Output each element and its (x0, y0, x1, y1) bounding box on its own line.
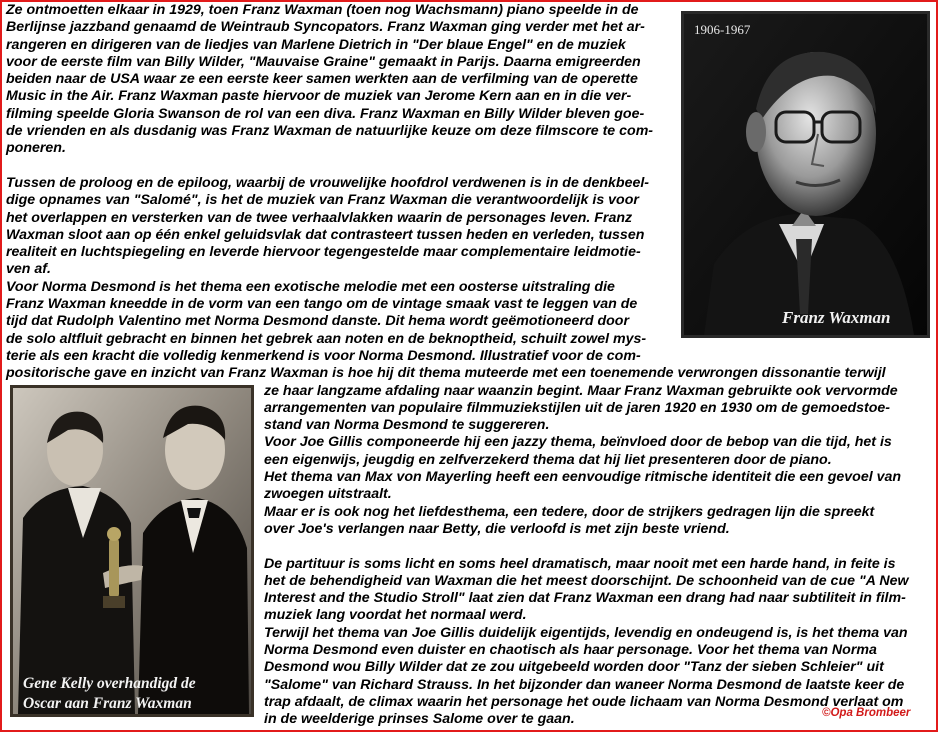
text-line: terie als een kracht die volledig kenmerkend is voor Norma Desmond. Illustratief voor de com- (6, 347, 641, 364)
text-line: trap afdaalt, de climax waarin het personage het oude lichaam van Norma Desmond verlaat om (264, 693, 904, 710)
text-line: Music in the Air. Franz Waxman paste hiervoor de muziek van Jerome Kern aan en in die ver- (6, 88, 632, 105)
text-line: dige opnames van "Salomé", is het de muziek van Franz Waxman die verantwoordelijk is voor (6, 192, 639, 209)
text-line: Desmond wou Billy Wilder dat ze zou uitgebeeld worden door "Tanz der sieben Schleier" uit (264, 659, 884, 676)
text-line: de vrienden en als dusdanig was Franz Waxman de natuurlijke keuze om deze filmscore te com- (6, 123, 654, 140)
text-line: Norma Desmond even duister en chaotisch als haar personage. Voor het thema van Norma (264, 641, 877, 658)
text-line: positorische gave en inzicht van Franz Waxman is hoe hij dit thema muteerde met een toenemende verwrongen dissonantie terwijl (6, 365, 886, 382)
text-line: Voor Joe Gillis componeerde hij een jazzy thema, beïnvloed door de bebop van die tijd, het is (264, 434, 892, 451)
oscar-illustration (13, 388, 251, 714)
text-line: filming speelde Gloria Swanson de rol van een diva. Franz Waxman en Billy Wilder bleven goe- (6, 105, 645, 122)
text-line: "Salome" van Richard Strauss. In het bijzonder dan waneer Norma Desmond de laatste keer de (264, 676, 905, 693)
text-line: in de weelderige prinses Salome over te gaan. (264, 711, 575, 728)
text-line: realiteit en luchtspiegeling en leverde hiervoor tegengestelde maar complementaire leidmotie- (6, 244, 641, 261)
portrait-illustration (684, 14, 927, 335)
oscar-photo (10, 385, 254, 717)
portrait-photo (681, 11, 930, 338)
text-line: ze haar langzame afdaling naar waanzin begint. Maar Franz Waxman gebruikte ook vervormde (264, 382, 898, 399)
text-line: Terwijl het thema van Joe Gillis duidelijk eigentijds, levendig en ondeugend is, is het thema van (264, 624, 908, 641)
oscar-caption (23, 674, 196, 714)
text-line: arrangementen van populaire filmmuziekstijlen uit de jaren 1920 en 1930 om de gemoedstoe- (264, 399, 891, 416)
text-line: Ze ontmoetten elkaar in 1929, toen Franz Waxman (toen nog Wachsmann) piano speelde in de (6, 2, 639, 18)
text-line: de solo altfluit gebracht en binnen het gebrek aan noten en de beknoptheid, schuilt zowel mys- (6, 330, 647, 347)
text-line: Waxman sloot aan op één enkel geluidsvlak dat contrasteert tussen heden en verleden, tussen (6, 226, 645, 243)
text-line: Het thema van Max von Mayerling heeft een eenvoudige ritmische identiteit die een gevoel van (264, 469, 902, 486)
text-line: De partituur is soms licht en soms heel dramatisch, maar nooit met een harde hand, in feite is (264, 555, 896, 572)
text-line: Berlijnse jazzband genaamd de Weintraub Syncopators. Franz Waxman ging verder met het ar- (6, 19, 645, 36)
text-line: stand van Norma Desmond te suggereren. (264, 417, 550, 434)
text-line: Voor Norma Desmond is het thema een exotische melodie met een oosterse uitstraling die (6, 278, 615, 295)
text-line: Maar er is ook nog het liefdesthema, een tedere, door de strijkers gedragen lijn die spreekt (264, 503, 875, 520)
copyright-notice: ©Opa Brombeer (822, 707, 911, 719)
text-line: voor de eerste film van Billy Wilder, "Mauvaise Graine" gemaakt in Parijs. Daarna emigreerden (6, 53, 641, 70)
text-line: rangeren en dirigeren van de liedjes van Marlene Dietrich in "Der blaue Engel" en de muziek (6, 36, 626, 53)
oscar-caption-line1: Gene Kelly overhandigd de (23, 675, 196, 692)
text-line: tijd dat Rudolph Valentino met Norma Desmond danste. Dit hema wordt geëmotioneerd door (6, 313, 629, 330)
text-line: een eigenwijs, jeugdig en zelfverzekerd thema dat hij liet presenteren door de piano. (264, 451, 832, 468)
portrait-caption: Franz Waxman (782, 308, 891, 327)
text-line: beiden naar de USA waar ze een eerste keer samen werkten aan de verfilming van de operette (6, 71, 638, 88)
text-line: zwoegen uitstraalt. (264, 486, 392, 503)
text-line: het overlappen en versterken van de twee verhaalvlakken waarin de personages leven. Franz (6, 209, 633, 226)
text-line: Tussen de proloog en de epiloog, waarbij de vrouwelijke hoofdrol verdwenen is in de denkbeel- (6, 174, 650, 191)
text-line: ven af. (6, 261, 51, 278)
text-line: poneren. (6, 140, 66, 157)
text-line: muziek lang voordat het normaal werd. (264, 607, 527, 624)
oscar-caption-line2: Oscar aan Franz Waxman (23, 695, 192, 712)
portrait-years: 1906-1967 (694, 22, 751, 37)
text-line: Interest and the Studio Stroll" laat zien dat Franz Waxman een drang had naar subtiliteit in film- (264, 590, 906, 607)
text-line: over Joe's verlangen naar Betty, die verloofd is met zijn beste vriend. (264, 520, 730, 537)
text-line: Franz Waxman kneedde in de vorm van een tango om de vintage smaak vast te leggen van de (6, 296, 638, 313)
text-line: het de behendigheid van Waxman die het meest doorschijnt. De schoonheid van de cue "A New (264, 572, 909, 589)
